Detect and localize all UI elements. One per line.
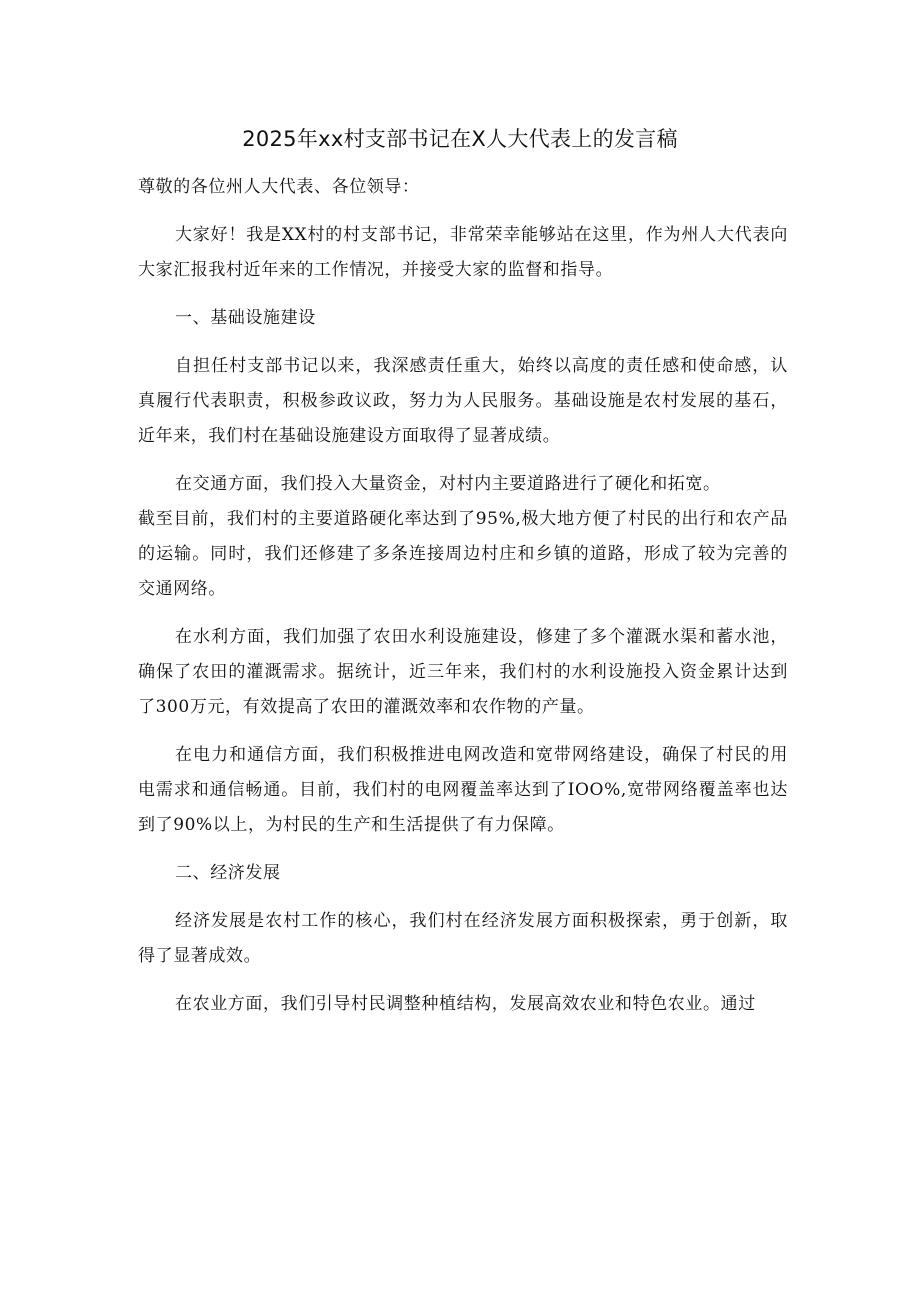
document-body (138, 170, 788, 1035)
paragraph-water: 在水利方面，我们加强了农田水利设施建设，修建了多个灌溉水渠和蓄水池，确保了农田的灌溉需求。据统计，近三年来，我们村的水利设施投入资金累计达到了300万元，有效提高了农田的灌溉效率和农作物的产量。 (138, 627, 788, 717)
section-heading-infrastructure: 一、基础设施建设 (175, 308, 316, 328)
paragraph-transport-detail: 截至目前，我们村的主要道路硬化率达到了95%,极大地方便了村民的出行和农产品的运输。同时，我们还修建了多条连接周边村庄和乡镇的道路，形成了较为完善的交通网络。 (138, 509, 788, 599)
paragraph-infrastructure-intro: 自担任村支部书记以来，我深感责任重大，始终以高度的责任感和使命感，认真履行代表职责，积极参政议政，努力为人民服务。基础设施是农村发展的基石，近年来，我们村在基础设施建设方面取得了显著成绩。 (138, 356, 788, 446)
paragraph-transport-lead: 在交通方面，我们投入大量资金，对村内主要道路进行了硬化和拓宽。 (175, 474, 721, 494)
document-title: 2025年xx村支部书记在X人大代表上的发言稿 (242, 127, 678, 151)
section-heading-economy: 二、经济发展 (175, 863, 281, 883)
salutation: 尊敬的各位州人大代表、各位领导： (138, 177, 420, 197)
paragraph-greeting: 大家好！我是XX村的村支部书记，非常荣幸能够站在这里，作为州人大代表向大家汇报我村近年来的工作情况，并接受大家的监督和指导。 (138, 225, 788, 280)
paragraph-economy-intro: 经济发展是农村工作的核心，我们村在经济发展方面积极探索，勇于创新，取得了显著成效。 (138, 911, 788, 966)
paragraph-agriculture: 在农业方面，我们引导村民调整种植结构，发展高效农业和特色农业。通过 (175, 994, 756, 1014)
paragraph-power-telecom: 在电力和通信方面，我们积极推进电网改造和宽带网络建设，确保了村民的用电需求和通信畅通。目前，我们村的电网覆盖率达到了IOO%,宽带网络覆盖率也达到了90%以上，为村民的生产和生活提供了有力保障。 (138, 745, 788, 835)
